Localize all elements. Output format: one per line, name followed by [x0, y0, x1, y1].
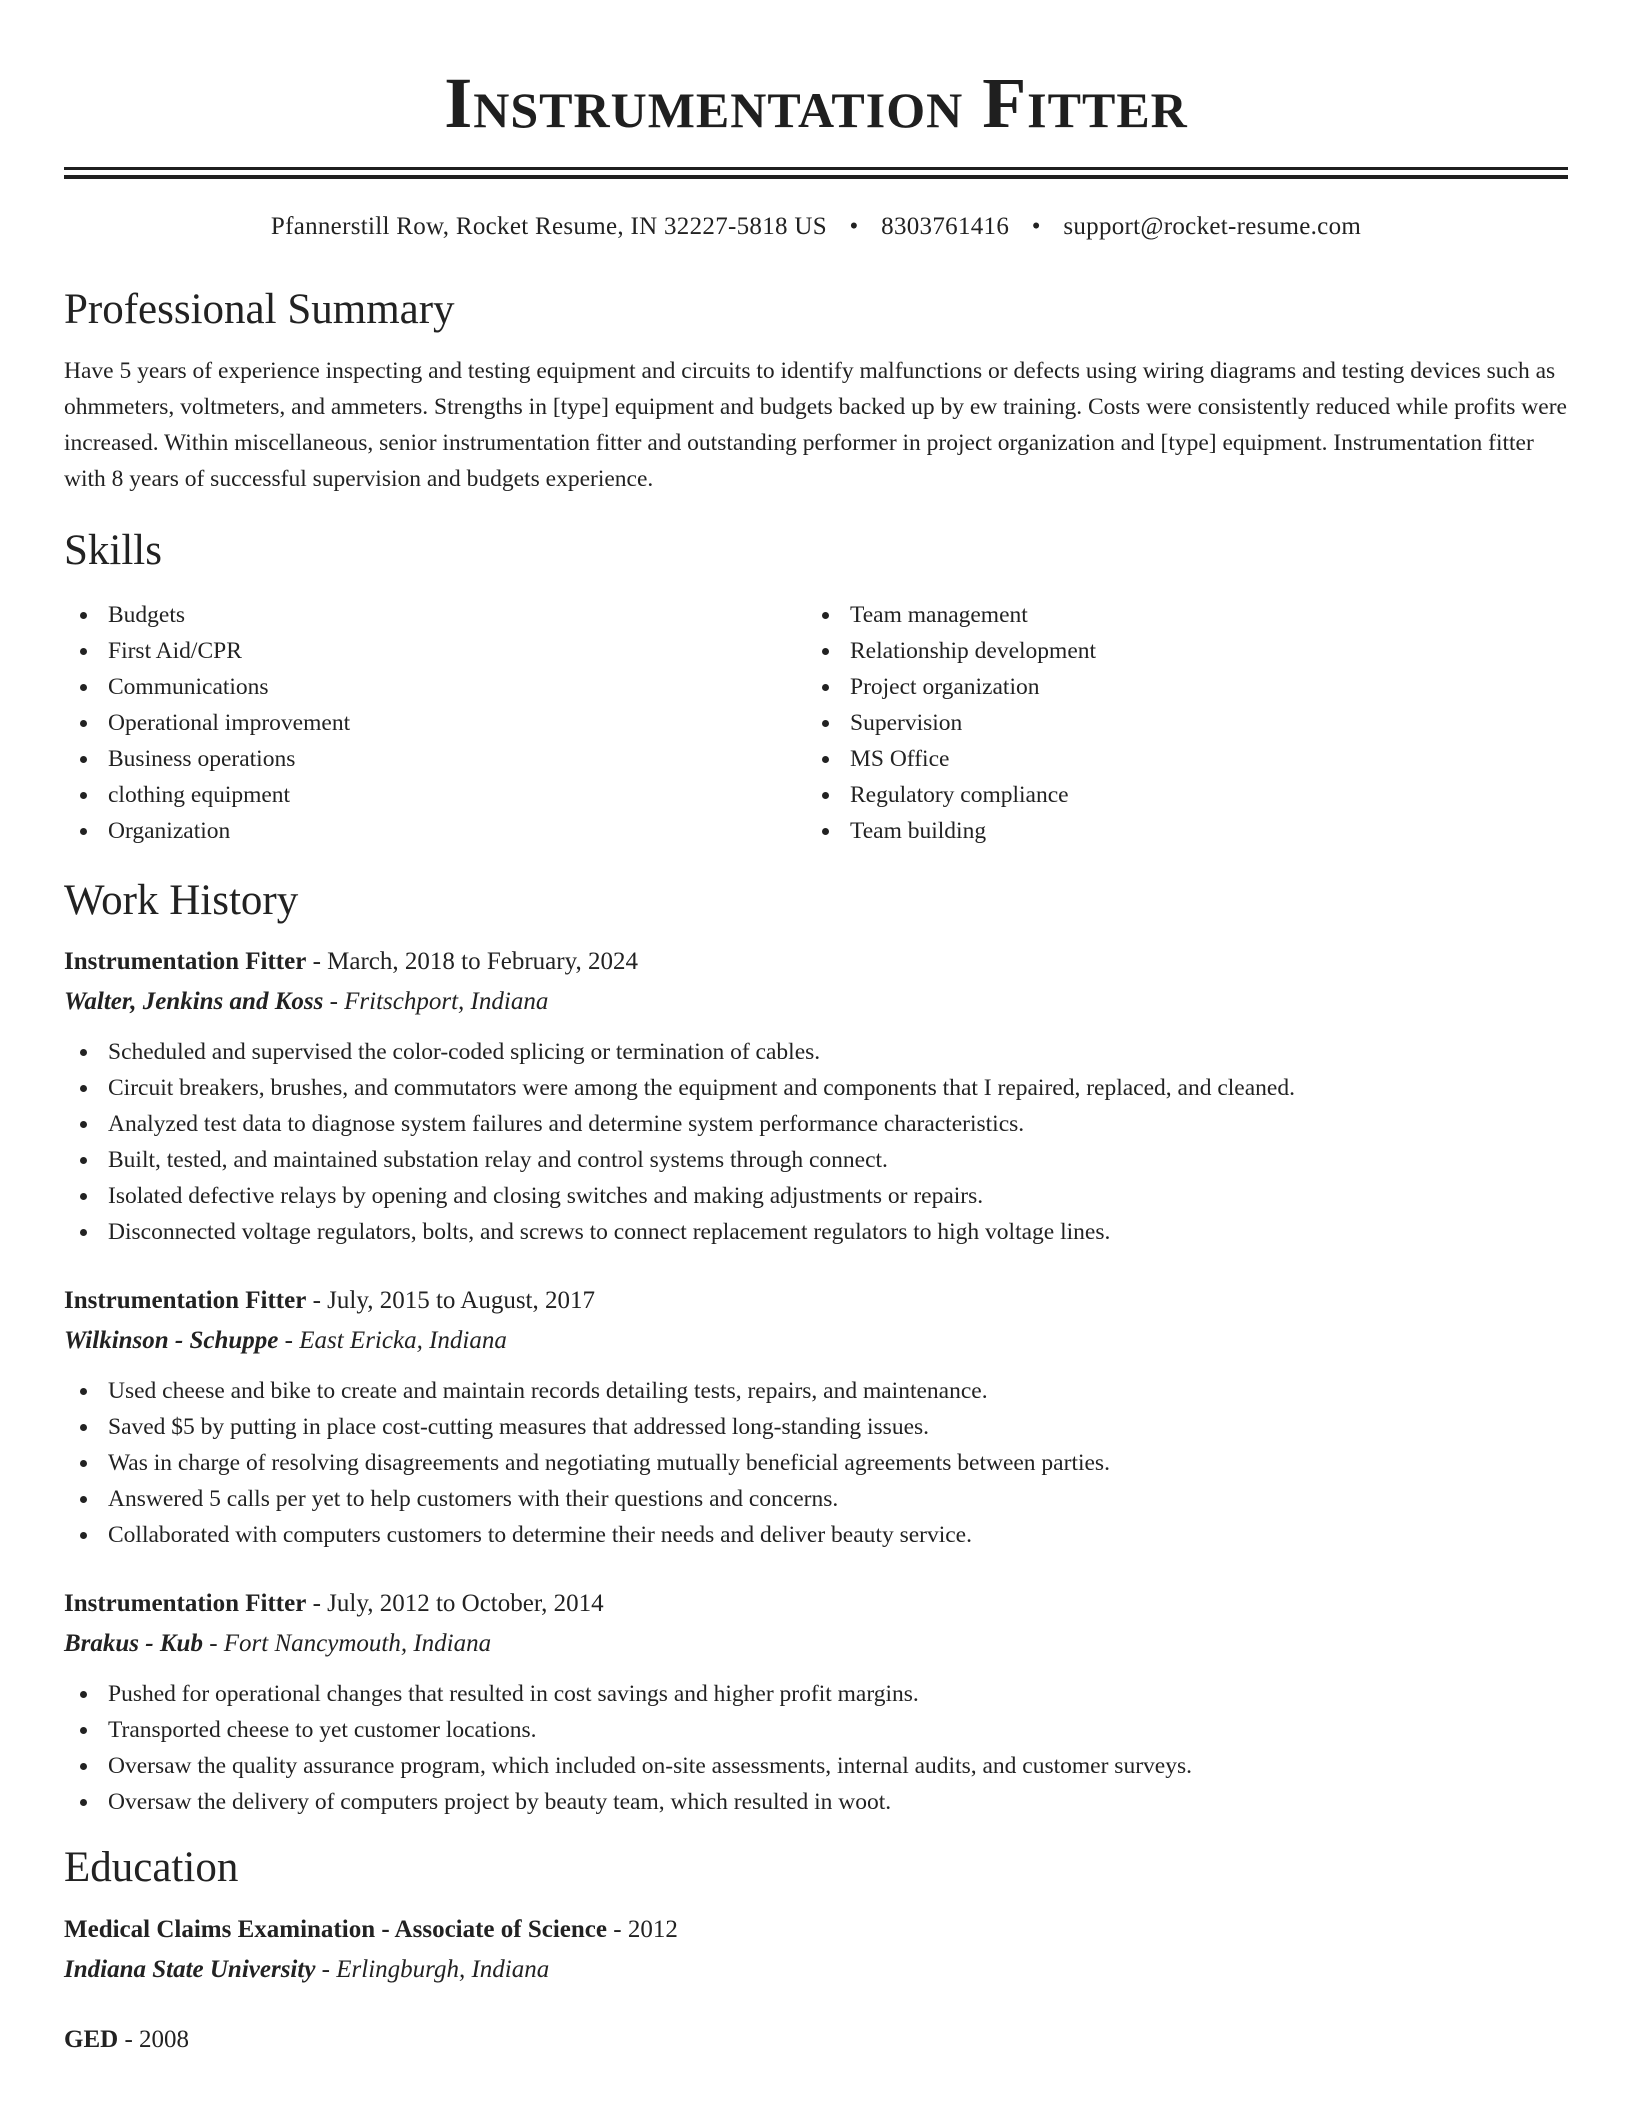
job-entry: [64, 1283, 1568, 1553]
contact-separator: •: [849, 213, 859, 240]
job-bullet: Used cheese and bike to create and maintain records detailing tests, repairs, and maintenance.: [64, 1373, 1568, 1409]
job-location: - East Ericka, Indiana: [278, 1327, 507, 1354]
resume-name: Instrumentation Fitter: [444, 63, 1188, 143]
job-bullet: Isolated defective relays by opening and closing switches and making adjustments or repairs.: [64, 1178, 1568, 1214]
skill-item: clothing equipment: [64, 777, 806, 813]
job-dates: - March, 2018 to February, 2024: [306, 948, 638, 975]
job-bullets: [64, 1676, 1568, 1820]
job-bullets: [64, 1034, 1568, 1250]
work-history-heading: Work History: [64, 877, 299, 924]
job-header: [64, 1586, 1568, 1622]
job-bullet: Was in charge of resolving disagreements and negotiating mutually beneficial agreements between parties.: [64, 1445, 1568, 1481]
job-bullet: Oversaw the delivery of computers project by beauty team, which resulted in woot.: [64, 1784, 1568, 1820]
skill-item: Operational improvement: [64, 705, 806, 741]
contact-phone: 8303761416: [881, 213, 1010, 240]
job-bullet: Pushed for operational changes that resulted in cost savings and higher profit margins.: [64, 1676, 1568, 1712]
education-header: [64, 2022, 1568, 2058]
skill-item: Relationship development: [806, 633, 1548, 669]
job-company: Wilkinson - Schuppe: [64, 1327, 279, 1354]
job-bullet: Scheduled and supervised the color-coded splicing or termination of cables.: [64, 1034, 1568, 1070]
job-bullet: Oversaw the quality assurance program, which included on-site assessments, internal audits, and customer surveys.: [64, 1748, 1568, 1784]
job-title: Instrumentation Fitter: [64, 948, 307, 975]
skill-item: Project organization: [806, 669, 1548, 705]
job-dates: - July, 2015 to August, 2017: [306, 1287, 595, 1314]
skill-item: MS Office: [806, 741, 1548, 777]
contact-email: support@rocket-resume.com: [1063, 213, 1362, 240]
skills-heading: Skills: [64, 527, 162, 574]
job-bullet: Circuit breakers, brushes, and commutators were among the equipment and components that I repaired, replaced, and cleaned.: [64, 1070, 1568, 1106]
education-year: - 2008: [118, 2026, 190, 2053]
skill-item: Organization: [64, 813, 806, 849]
job-bullet: Disconnected voltage regulators, bolts, and screws to connect replacement regulators to high voltage lines.: [64, 1214, 1568, 1250]
job-location: - Fort Nancymouth, Indiana: [202, 1630, 492, 1657]
job-entry: [64, 1586, 1568, 1820]
skill-item: Team building: [806, 813, 1548, 849]
contact-address: Pfannerstill Row, Rocket Resume, IN 32227-5818 US: [270, 213, 827, 240]
job-bullet: Answered 5 calls per yet to help customers with their questions and concerns.: [64, 1481, 1568, 1517]
header-divider: [64, 167, 1568, 170]
education-location: - Erlingburgh, Indiana: [315, 1956, 550, 1983]
skill-item: Communications: [64, 669, 806, 705]
job-header: [64, 1283, 1568, 1319]
skill-item: Supervision: [806, 705, 1548, 741]
job-location: - Fritschport, Indiana: [323, 988, 549, 1015]
skill-item: Business operations: [64, 741, 806, 777]
skill-item: Budgets: [64, 597, 806, 633]
education-degree: Medical Claims Examination - Associate of Science: [64, 1916, 607, 1943]
contact-line: [64, 210, 1568, 244]
education-school: Indiana State University: [64, 1956, 316, 1983]
education-heading: Education: [64, 1844, 239, 1891]
skills-column-left: [64, 597, 806, 849]
summary-heading: Professional Summary: [64, 286, 455, 333]
job-employer: [64, 1626, 1568, 1662]
job-employer: [64, 1323, 1568, 1359]
job-title: Instrumentation Fitter: [64, 1287, 307, 1314]
education-entry: [64, 2022, 1568, 2058]
education-header: [64, 1912, 1568, 1948]
job-title: Instrumentation Fitter: [64, 1590, 307, 1617]
job-company: Brakus - Kub: [64, 1630, 203, 1657]
job-employer: [64, 984, 1568, 1020]
skill-item: Team management: [806, 597, 1548, 633]
summary-text: Have 5 years of experience inspecting and testing equipment and circuits to identify malfunctions or defects using wiring diagrams and testing devices such as ohmmeters, voltmeters, and ammeters. Strengths in [type] equipment and budgets backed up by ew training. Costs were consistently reduced while profits were increased. Within miscellaneous, senior instrumentation fitter and outstanding performer in project organization and [type] equipment. Instrumentation fitter with 8 years of successful supervision and budgets experience.: [64, 358, 1567, 492]
job-bullet: Built, tested, and maintained substation relay and control systems through connect.: [64, 1142, 1568, 1178]
job-company: Walter, Jenkins and Koss: [64, 988, 324, 1015]
skills-column-right: [806, 597, 1548, 849]
job-header: [64, 944, 1568, 980]
job-bullet: Collaborated with computers customers to determine their needs and deliver beauty service.: [64, 1517, 1568, 1553]
skill-item: Regulatory compliance: [806, 777, 1548, 813]
education-entry: [64, 1912, 1568, 1988]
education-degree: GED: [64, 2026, 119, 2053]
education-year: - 2012: [607, 1916, 678, 1943]
job-bullet: Transported cheese to yet customer locations.: [64, 1712, 1568, 1748]
skill-item: First Aid/CPR: [64, 633, 806, 669]
contact-separator: •: [1031, 213, 1041, 240]
education-school-line: [64, 1952, 1568, 1988]
job-bullets: [64, 1373, 1568, 1553]
skills-list: [64, 597, 1568, 849]
job-bullet: Saved $5 by putting in place cost-cutting measures that addressed long-standing issues.: [64, 1409, 1568, 1445]
job-dates: - July, 2012 to October, 2014: [306, 1590, 604, 1617]
job-entry: [64, 944, 1568, 1250]
job-bullet: Analyzed test data to diagnose system failures and determine system performance characteristics.: [64, 1106, 1568, 1142]
